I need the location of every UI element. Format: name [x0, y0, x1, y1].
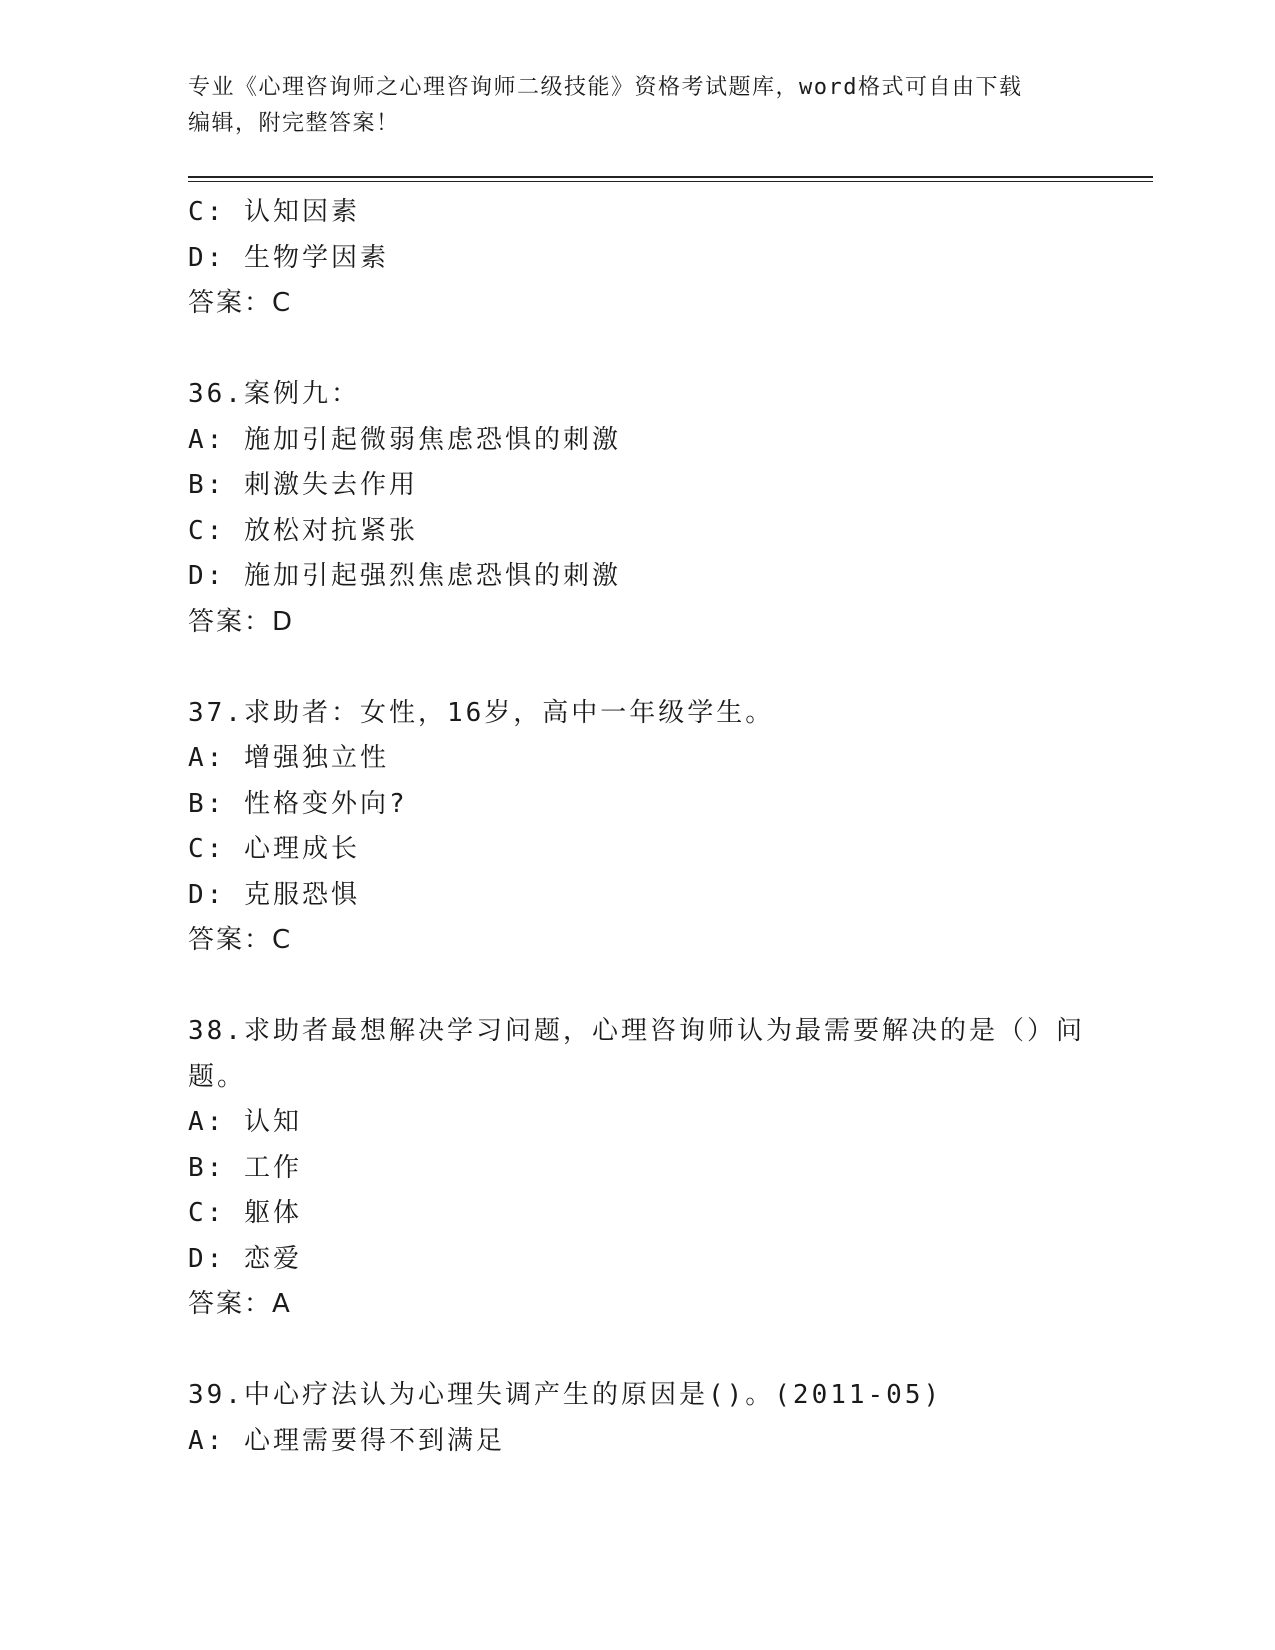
spacer	[188, 645, 1088, 691]
question-text-line-1: 38.求助者最想解决学习问题，心理咨询师认为最需要解决的是（）问	[188, 1016, 1085, 1046]
question-text: 39.中心疗法认为心理失调产生的原因是()。(2011-05)	[188, 1380, 943, 1410]
option-c: C: 认知因素	[188, 197, 360, 227]
question-38	[188, 1009, 1088, 1328]
answer: 答案：D	[188, 606, 295, 637]
question-36	[188, 372, 1088, 645]
question-text-line-2: 题。	[188, 1061, 247, 1092]
option-a: A: 增强独立性	[188, 743, 389, 773]
option-c: C: 放松对抗紧张	[188, 515, 418, 546]
question-text: 37.求助者：女性，16岁，高中一年级学生。	[188, 697, 775, 728]
option-b: B: 性格变外向?	[188, 788, 408, 819]
header-line-1: 专业《心理咨询师之心理咨询师二级技能》资格考试题库，word格式可自由下载	[188, 75, 1023, 100]
question-text: 36.案例九：	[188, 379, 360, 409]
option-d: D: 克服恐惧	[188, 879, 360, 910]
option-c: C: 躯体	[188, 1198, 302, 1228]
option-b: B: 刺激失去作用	[188, 470, 418, 500]
option-a: A: 认知	[188, 1107, 302, 1137]
header-divider-thick	[188, 176, 1153, 178]
option-d: D: 恋爱	[188, 1243, 302, 1274]
question-39	[188, 1373, 1088, 1464]
answer: 答案：C	[188, 288, 293, 318]
question-35	[188, 190, 1088, 327]
spacer	[188, 964, 1088, 1010]
option-c: C: 心理成长	[188, 834, 360, 864]
option-a: A: 施加引起微弱焦虑恐惧的刺激	[188, 424, 621, 455]
option-d: D: 生物学因素	[188, 242, 389, 273]
option-d: D: 施加引起强烈焦虑恐惧的刺激	[188, 561, 621, 591]
spacer	[188, 327, 1088, 373]
option-a: A: 心理需要得不到满足	[188, 1425, 505, 1456]
spacer	[188, 1328, 1088, 1374]
answer: 答案：C	[188, 925, 293, 955]
header-line-2: 编辑，附完整答案！	[188, 111, 400, 136]
document-header	[188, 70, 1088, 142]
question-37	[188, 691, 1088, 964]
question-list	[188, 190, 1088, 1464]
header-divider-thin	[188, 181, 1153, 182]
answer: 答案：A	[188, 1289, 292, 1319]
option-b: B: 工作	[188, 1152, 302, 1183]
